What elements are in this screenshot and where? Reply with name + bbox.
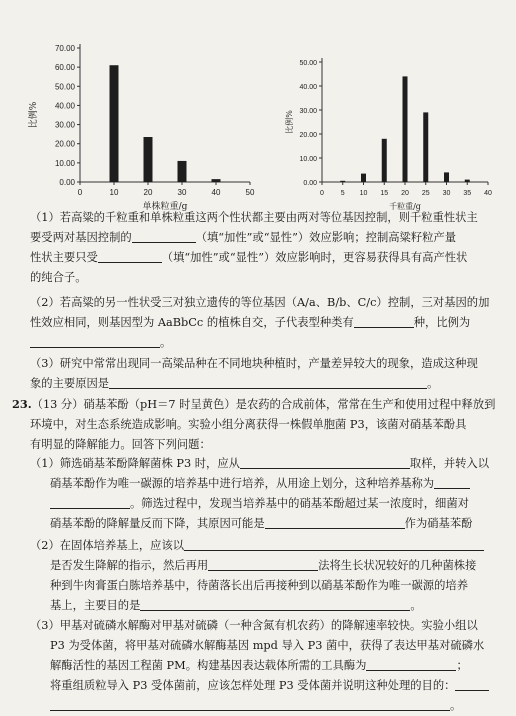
subquestion-3 [30, 616, 498, 716]
q1-line-2a: 要受两对基因控制的 [30, 231, 132, 244]
s2-blank-2[interactable] [208, 557, 318, 571]
x-tick-label: 35 [463, 190, 472, 197]
q2-line-3: 。 [160, 336, 172, 349]
q3-line-2b: 。 [427, 377, 439, 390]
s3-blank-2[interactable] [455, 677, 489, 691]
q3-blank[interactable] [109, 375, 427, 389]
x-tick-label: 30 [442, 190, 451, 197]
bar [212, 179, 221, 182]
x-tick-label: 0 [77, 188, 83, 197]
x-axis-label: 单株粒重/g [142, 202, 188, 212]
question-3 [30, 354, 498, 394]
y-tick-label: 0.00 [59, 178, 75, 187]
q1-line-1: （1）若高粱的千粒重和单株粒重这两个性状都主要由两对等位基因控制，则千粒重性状主 [30, 211, 478, 224]
y-tick-label: 40.00 [54, 101, 75, 111]
s1-blank-2b[interactable] [50, 495, 130, 509]
q1-blank-2[interactable] [98, 249, 162, 263]
y-tick-label: 20.00 [299, 132, 317, 139]
s1-blank-1[interactable] [240, 455, 410, 469]
y-tick-label: 10.00 [54, 158, 75, 168]
y-axis-label: 比例% [285, 110, 294, 134]
bar [423, 112, 428, 182]
q1-line-4: 的纯合子。 [30, 271, 87, 284]
q1-blank-1[interactable] [132, 229, 196, 243]
p23-line-1: （13 分）硝基苯酚（pH＝7 时呈黄色）是农药的合成前体，常常在生产和使用过程中释放到 [31, 398, 496, 411]
s3-line-3b: ； [456, 659, 468, 672]
x-tick-label: 30 [177, 188, 187, 197]
s2-line-4a: 基上，主要目的是 [50, 599, 141, 612]
bar [110, 65, 119, 182]
bar [340, 181, 345, 182]
s1-line-2: 硝基苯酚作为唯一碳源的培养基中进行培养，从用途上划分，这种培养基称为 [50, 477, 435, 490]
q1-line-3b: （填“加性”或“显性”）效应影响时，更容易获得具有高产性状 [161, 251, 468, 264]
y-axis-label: 比例% [29, 101, 39, 129]
y-tick-label: 30.00 [299, 108, 317, 115]
y-tick-label: 50.00 [54, 82, 75, 92]
s2-line-2a: 是否发生降解的指示，然后再用 [50, 559, 209, 572]
q2-blank-2[interactable] [30, 334, 160, 348]
s3-line-1: （3）甲基对硫磷水解酶对甲基对硫磷（一种含氮有机农药）的降解速率较快。实验小组以 [30, 619, 478, 632]
problem-23 [12, 394, 498, 455]
y-tick-label: 50.00 [299, 60, 317, 67]
y-tick-label: 20.00 [54, 139, 75, 149]
question-2 [30, 293, 498, 353]
x-axis-label: 千粒重/g [389, 202, 421, 211]
s3-line-2: P3 为受体菌，将甲基对硫磷水解酶基因 mpd 导入 P3 菌中，获得了表达甲基对硫磷水 [50, 639, 485, 652]
x-tick-label: 5 [340, 190, 345, 197]
bar [361, 174, 366, 182]
p23-line-2: 环境中，对生态系统造成影响。实验小组分离获得一株假单胞菌 P3，该菌对硝基苯酚具 [30, 418, 467, 431]
bar [403, 76, 408, 182]
s1-line-3: 。筛选过程中，发现当培养基中的硝基苯酚超过某一浓度时，细菌对 [130, 497, 469, 510]
x-tick-label: 20 [401, 190, 409, 197]
x-tick-label: 25 [421, 190, 430, 197]
subquestion-1 [30, 454, 498, 534]
q2-line-2a: 性效应相同，则基因型为 AaBbCc 的植株自交，子代表型种类有 [30, 316, 354, 329]
s2-line-1: （2）在固体培养基上，应该以 [30, 539, 185, 552]
x-tick-label: 50 [245, 188, 255, 197]
q2-line-1: （2）若高粱的另一性状受三对独立遗传的等位基因（A/a、B/b、C/c）控制，三对基因的加 [30, 296, 490, 309]
bar [465, 180, 470, 182]
q3-line-2a: 象的主要原因是 [30, 377, 110, 390]
q1-line-2b: （填“加性”或“显性”）效应影响；控制高粱籽粒产量 [195, 231, 457, 244]
s2-line-3: 种到牛肉膏蛋白胨培养基中，待菌落长出后再接种到以硝基苯酚作为唯一碳源的培养 [50, 579, 468, 592]
s3-blank-1[interactable] [366, 657, 456, 671]
s2-line-2b: 法将生长状况较好的几种菌株接 [318, 559, 477, 572]
bar [444, 172, 449, 182]
y-tick-label: 10.00 [299, 156, 317, 163]
y-tick-label: 40.00 [299, 84, 317, 91]
s1-line-1a: （1）筛选硝基苯酚降解菌株 P3 时，应从 [30, 457, 240, 470]
left-bar-chart-svg [22, 40, 260, 212]
s1-blank-2[interactable] [434, 475, 470, 489]
subquestion-2 [30, 536, 498, 616]
y-tick-label: 30.00 [54, 120, 75, 130]
q3-line-1: （3）研究中常常出现同一高粱品种在不同地块种植时，产量差异较大的现象，造成这种现 [30, 357, 478, 370]
s3-line-3a: 解酶活性的基因工程菌 PM。构建基因表达载体所需的工具酶为 [50, 659, 367, 672]
y-tick-label: 70.00 [54, 44, 75, 53]
x-tick-label: 40 [484, 190, 492, 197]
s2-blank-1[interactable] [184, 537, 484, 551]
s2-blank-3[interactable] [140, 597, 410, 611]
x-tick-label: 10 [109, 188, 119, 197]
x-tick-label: 20 [143, 188, 153, 197]
question-1 [30, 208, 498, 288]
bar [144, 137, 153, 182]
s1-line-4: 硝基苯酚的降解量反而下降，其原因可能是 [50, 517, 265, 530]
thousand-grain-weight-chart [282, 40, 496, 212]
y-tick-label: 60.00 [54, 63, 75, 73]
single-plant-grain-weight-chart [22, 40, 260, 212]
q2-blank-1[interactable] [354, 314, 414, 328]
right-bar-chart-svg [282, 40, 496, 212]
s1-blank-3[interactable] [265, 515, 405, 529]
p23-line-3: 有明显的降解能力。回答下列问题： [30, 438, 211, 451]
q2-line-2b: 种，比例为 [413, 316, 471, 329]
s3-line-5: 。 [450, 699, 462, 712]
s3-line-4: 将重组质粒导入 P3 受体菌前，应该怎样处理 P3 受体菌并说明这种处理的目的： [50, 679, 456, 692]
x-tick-label: 10 [359, 190, 368, 197]
y-tick-label: 0.00 [303, 180, 317, 187]
bar [178, 161, 187, 182]
s2-line-4b: 。 [410, 599, 422, 612]
s1-line-1b: 取样，并转入以 [409, 457, 490, 470]
x-tick-label: 40 [211, 188, 221, 197]
problem-number: 23. [12, 397, 32, 411]
q1-line-3a: 性状主要只受 [30, 251, 98, 264]
s2-line-0: 作为硝基苯酚 [404, 517, 473, 530]
x-tick-label: 15 [380, 190, 389, 197]
x-tick-label: 0 [320, 190, 324, 197]
bar [382, 139, 387, 182]
s3-blank-3[interactable] [50, 697, 450, 711]
